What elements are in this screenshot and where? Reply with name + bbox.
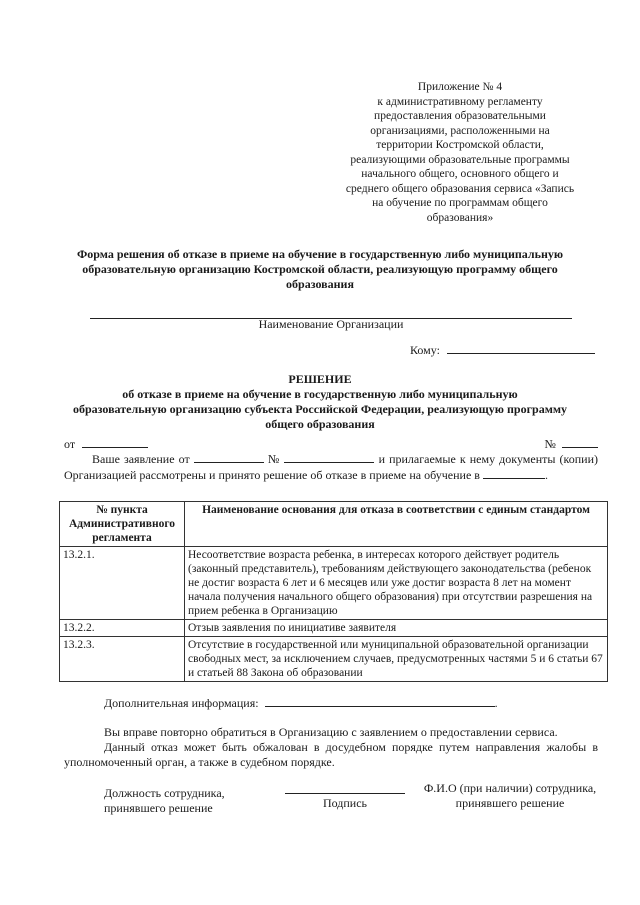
decision-heading: РЕШЕНИЕ xyxy=(288,372,352,386)
table-row xyxy=(60,547,608,620)
closing-text xyxy=(64,725,598,770)
appendix-line: организациями, расположенными на xyxy=(370,124,550,137)
application-number-field[interactable] xyxy=(284,451,374,463)
closing-paragraph: Данный отказ может быть обжалован в досудебном порядке путем направления жалобы в уполномоченный орган, а также в судебном порядке. xyxy=(64,740,598,769)
appendix-line: к административному регламенту xyxy=(377,95,543,108)
signature-fullname-line: Ф.И.О (при наличии) сотрудника, xyxy=(423,781,597,795)
signature-position-line: принявшего решение xyxy=(104,801,213,815)
recipient-label: Кому: xyxy=(410,343,440,357)
form-title-line: образования xyxy=(286,277,354,291)
appendix-line: начального общего, основного общего и xyxy=(361,168,559,180)
body-text-part2: № xyxy=(267,452,281,466)
appendix-line: территории Костромской области, xyxy=(376,139,544,151)
recipient-field[interactable] xyxy=(447,342,595,354)
table-row xyxy=(60,620,608,637)
decision-number-field[interactable] xyxy=(562,436,598,448)
form-title-line: Форма решения об отказе в приеме на обучение в государственную либо муниципальную xyxy=(76,247,564,261)
appendix-line: образования» xyxy=(426,211,494,224)
body-text-part1: Ваше заявление от xyxy=(92,452,190,466)
appendix-line: среднего общего образования сервиса «Запись xyxy=(345,182,575,195)
body-paragraph: Ваше заявление от № и прилагаемые к нему документы (копии) Организацией рассмотрены и принято решение об отказе в приеме на обучение в . xyxy=(64,452,598,482)
additional-info-field[interactable] xyxy=(265,695,495,707)
table-cell-number: 13.2.3. xyxy=(60,637,185,682)
signature-fullname-line: принявшего решение xyxy=(455,796,565,810)
table-cell-reason: Отсутствие в государственной или муниципальной образовательной организации свободных мест, за исключением случаев, предусмотренных частями 5 и 6 статьи 67 и статьей 88 Закона об образовании xyxy=(185,637,608,682)
table-cell-number: 13.2.2. xyxy=(60,620,185,637)
appendix-header xyxy=(340,80,580,225)
table-row xyxy=(60,637,608,682)
appendix-line: реализующими образовательные программы xyxy=(350,153,570,166)
body-text-part3: и прилагаемые к нему документы (копии) Организацией рассмотрены и принято решение об отказе в приеме на обучение в xyxy=(64,452,598,482)
number-label: № xyxy=(544,437,556,451)
application-date-field[interactable] xyxy=(194,451,264,463)
table-header-cell: Наименование основания для отказа в соответствии с единым стандартом xyxy=(185,502,608,547)
table-cell-reason: Отзыв заявления по инициативе заявителя xyxy=(185,620,608,637)
signature-position-line: Должность сотрудника, xyxy=(104,786,225,800)
closing-paragraph: Вы вправе повторно обратиться в Организацию с заявлением о предоставлении сервиса. xyxy=(104,725,558,739)
organization-field[interactable] xyxy=(483,467,545,479)
table-cell-reason: Несоответствие возраста ребенка, в интересах которого действует родитель (законный представитель), требованиям действующего законодательства (ребенок не достиг возраста 6 лет и 6 месяцев или уже достиг возраста 8 лет на момент начала получения начального общего образования) при отсутствии разрешения на прием ребенка в Организацию xyxy=(185,547,608,620)
date-number-row xyxy=(64,436,598,451)
signature-caption: Подпись xyxy=(322,796,368,810)
signature-fullname xyxy=(410,781,610,811)
date-label: от xyxy=(64,437,76,451)
organization-name-caption: Наименование Организации xyxy=(258,317,404,331)
form-title xyxy=(60,247,580,292)
decision-title xyxy=(60,372,580,432)
signature-position xyxy=(104,786,225,816)
table-header-cell: № пункта Административного регламента xyxy=(60,502,185,547)
signature-field[interactable] xyxy=(285,793,405,794)
additional-info-row: Дополнительная информация: . xyxy=(104,696,498,710)
additional-info-label: Дополнительная информация: xyxy=(104,696,259,710)
table-cell-number: 13.2.1. xyxy=(60,547,185,620)
form-title-line: образовательную организацию Костромской области, реализующую программу общего xyxy=(82,262,558,276)
decision-date-field[interactable] xyxy=(82,436,148,448)
appendix-line: на обучение по программам общего xyxy=(372,197,548,209)
recipient-row xyxy=(410,342,595,358)
table-header-row xyxy=(60,502,608,547)
appendix-line: Приложение № 4 xyxy=(417,81,503,93)
decision-title-line: общего образования xyxy=(265,417,375,431)
decision-title-line: образовательную организацию субъекта Российской Федерации, реализующую программу xyxy=(72,402,568,416)
decision-title-line: об отказе в приеме на обучение в государственную либо муниципальную xyxy=(122,387,518,401)
appendix-line: предоставления образовательными xyxy=(374,110,546,122)
reasons-table xyxy=(59,501,608,682)
